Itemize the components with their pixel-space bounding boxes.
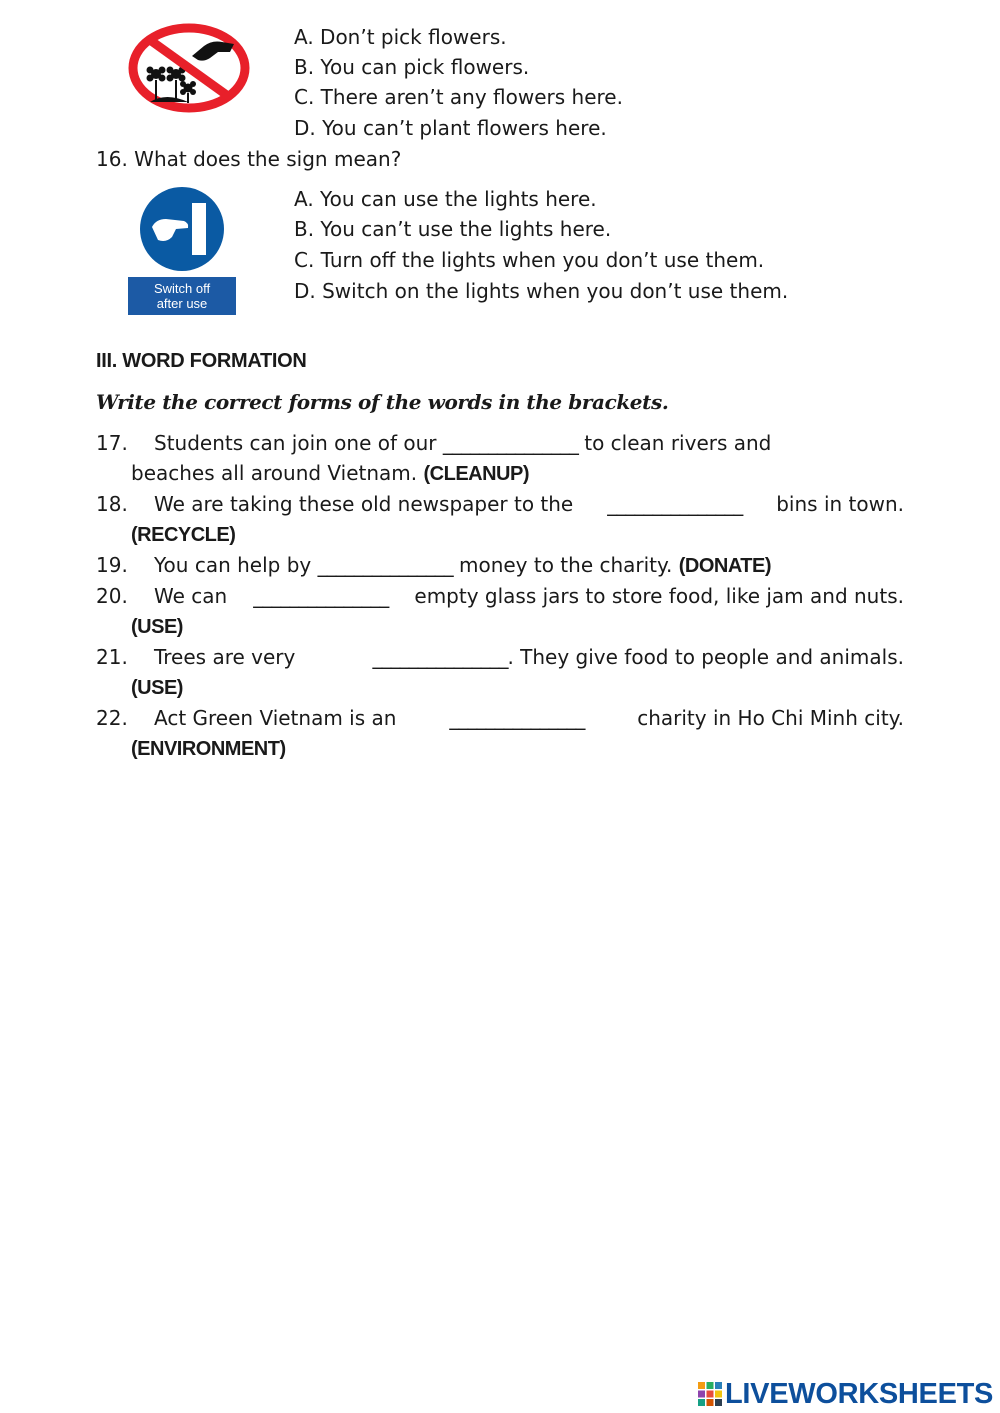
item-text-before: We are taking these old newspaper to the — [154, 492, 574, 516]
item-keyword: (USE) — [131, 616, 183, 638]
item-number: 17. — [96, 431, 128, 455]
item-text-before: We can — [154, 584, 228, 608]
q16-question: 16. What does the sign mean? — [96, 147, 402, 171]
item-21 — [96, 642, 904, 672]
item-text-before: You can help by — [154, 553, 312, 577]
item-keyword: (RECYCLE) — [131, 524, 236, 546]
answer-blank[interactable]: _______________ — [449, 706, 585, 730]
item-20 — [96, 581, 904, 611]
answer-blank[interactable]: _______________ — [442, 431, 578, 455]
item-number: 21. — [96, 645, 128, 669]
item-keyword: (CLEANUP) — [423, 463, 529, 485]
item-number: 20. — [96, 584, 128, 608]
no-picking-flowers-sign — [126, 22, 252, 114]
item-text-continued: beaches all around Vietnam. — [131, 461, 418, 485]
q15-option-a: A. Don’t pick flowers. — [294, 25, 507, 49]
item-text-after: money to the charity. — [458, 553, 673, 577]
item-17-line-2 — [131, 458, 529, 489]
item-number: 22. — [96, 706, 128, 730]
answer-blank[interactable]: _______________ — [372, 645, 508, 669]
item-text-after: charity in Ho Chi Minh city. — [637, 706, 904, 730]
q15-option-b: B. You can pick flowers. — [294, 55, 530, 79]
item-text-after: . They give food to people and animals. — [507, 645, 904, 669]
item-text-before: Act Green Vietnam is an — [154, 706, 397, 730]
switch-icon — [192, 203, 206, 255]
item-22 — [96, 703, 904, 733]
item-number: 18. — [96, 492, 128, 516]
item-text-after: empty glass jars to store food, like jam and nuts. — [414, 584, 904, 608]
answer-blank[interactable]: _______________ — [253, 584, 389, 608]
answer-blank[interactable]: _______________ — [317, 553, 453, 577]
item-text-before: Students can join one of our — [154, 431, 437, 455]
item-text-after: to clean rivers and — [584, 431, 772, 455]
section-title: III. WORD FORMATION — [96, 350, 307, 372]
q16-option-b: B. You can’t use the lights here. — [294, 217, 612, 241]
item-keyword: (DONATE) — [678, 555, 772, 577]
item-19 — [96, 550, 771, 581]
switch-off-sign — [126, 185, 238, 317]
item-17 — [96, 428, 771, 458]
item-text-after: bins in town. — [776, 492, 904, 516]
item-number: 19. — [96, 553, 128, 577]
q16-option-a: A. You can use the lights here. — [294, 187, 597, 211]
switch-off-sign-text-2: after use — [156, 296, 208, 311]
instruction: Write the correct forms of the words in the brackets. — [96, 390, 669, 414]
answer-blank[interactable]: _______________ — [607, 492, 743, 516]
q16-option-d: D. Switch on the lights when you don’t use them. — [294, 279, 789, 303]
item-keyword: (ENVIRONMENT) — [131, 738, 286, 760]
item-text-before: Trees are very — [154, 645, 296, 669]
logo-icon — [697, 1381, 723, 1407]
q15-option-c: C. There aren’t any flowers here. — [294, 85, 623, 109]
item-keyword: (USE) — [131, 677, 183, 699]
q15-option-d: D. You can’t plant flowers here. — [294, 116, 607, 140]
liveworksheets-logo — [697, 1378, 993, 1410]
switch-off-sign-text-1: Switch off — [153, 281, 211, 296]
brand-name: LIVEWORKSHEETS — [725, 1377, 994, 1410]
q16-option-c: C. Turn off the lights when you don’t use them. — [294, 248, 765, 272]
item-18 — [96, 489, 904, 519]
